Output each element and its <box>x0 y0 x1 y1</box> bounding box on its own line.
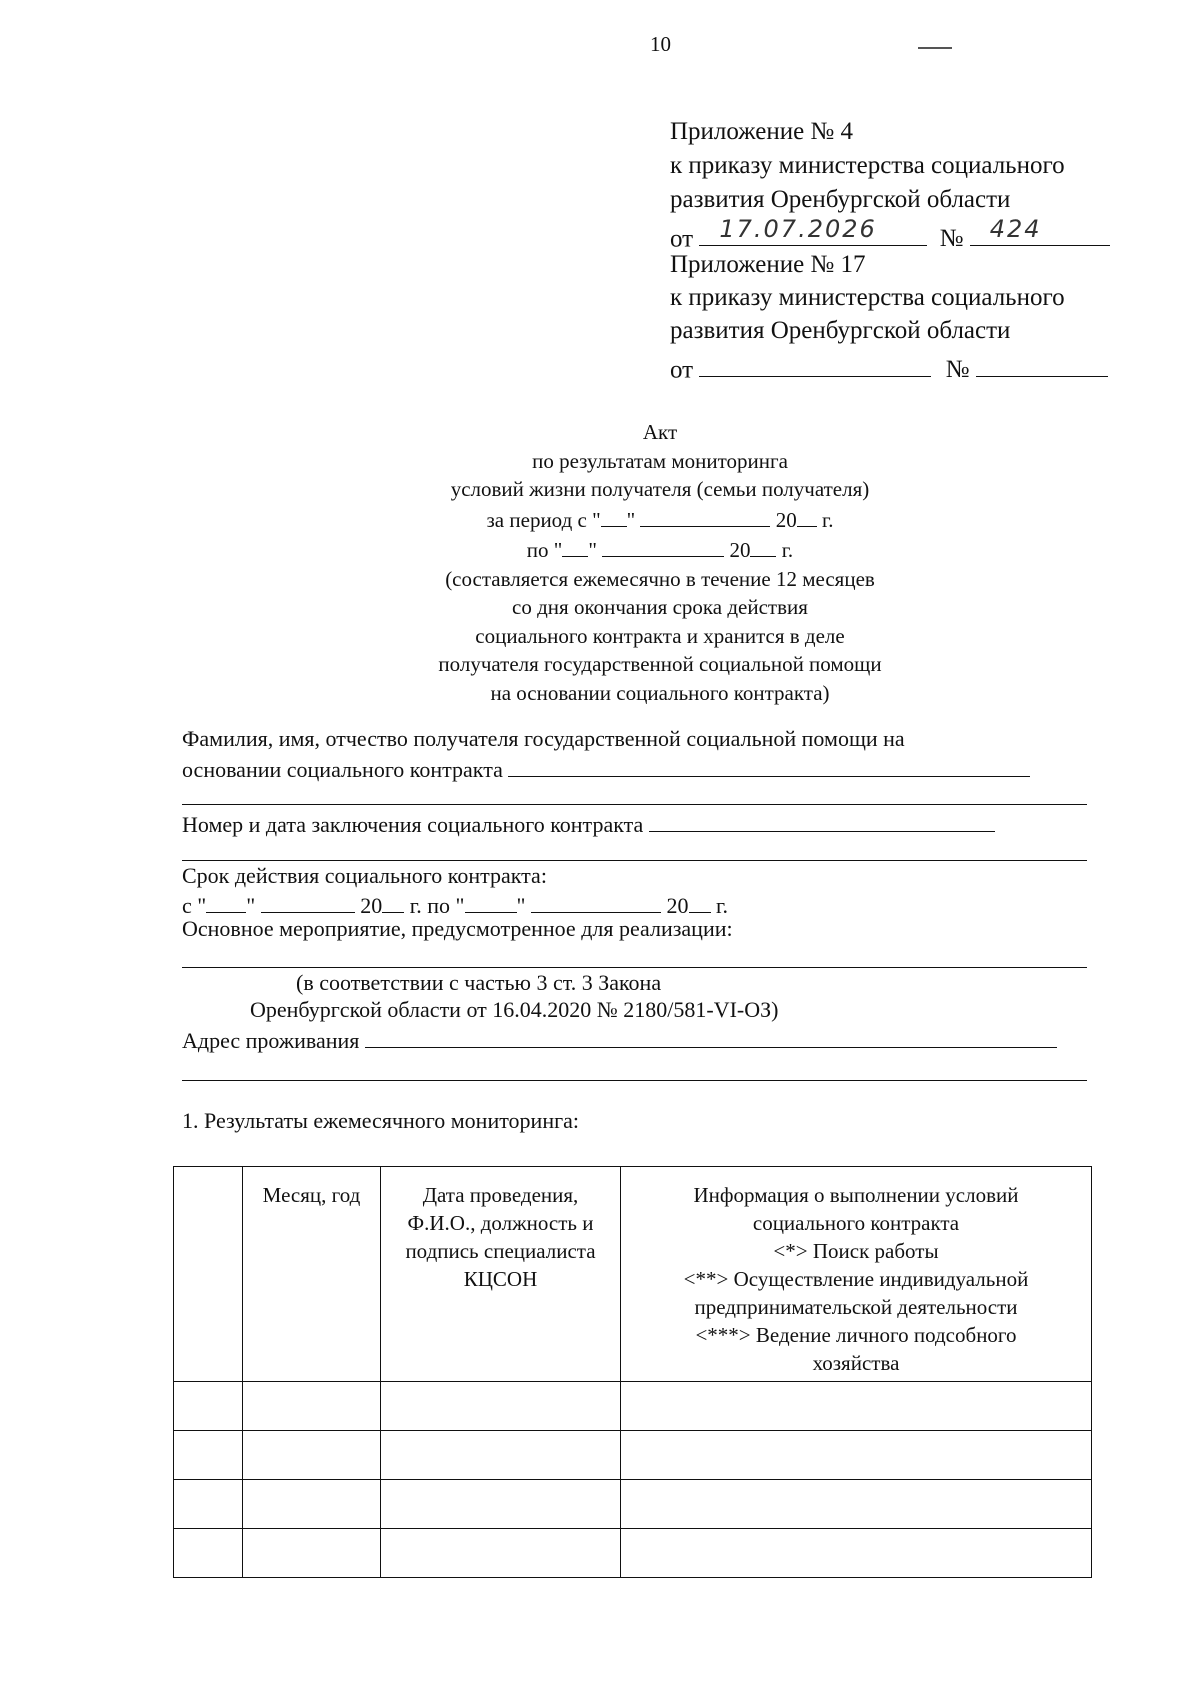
period-from-suffix: г. <box>821 507 834 532</box>
law-note-1: (в соответствии с частью 3 ст. 3 Закона <box>296 970 662 995</box>
act-subtitle-1: по результатам мониторинга <box>532 448 788 473</box>
fio-label-1: Фамилия, имя, отчество получателя государственной социальной помощи на <box>182 726 905 751</box>
number-label: № <box>939 225 964 253</box>
term-to-quote: " <box>516 893 526 919</box>
period-to-month <box>602 534 724 557</box>
header-date-line3: подпись специалиста <box>405 1239 596 1263</box>
contract-number-row <box>182 808 995 838</box>
header-info-line2: социального контракта <box>752 1211 960 1235</box>
table-cell[interactable] <box>243 1382 381 1431</box>
main-event-line <box>182 967 1087 968</box>
scan-mark <box>918 47 952 49</box>
table-cell[interactable] <box>621 1480 1092 1529</box>
term-label: Срок действия социального контракта: <box>182 863 547 888</box>
term-from-month <box>261 889 355 913</box>
period-to-suffix: г. <box>781 538 794 563</box>
table-cell[interactable] <box>174 1529 243 1578</box>
handwritten-date: 17.07.2026 <box>719 215 877 244</box>
table-row <box>174 1529 1092 1578</box>
period-to-day <box>562 534 588 557</box>
header-date-line1: Дата проведения, <box>422 1183 579 1207</box>
term-to-day <box>465 889 517 913</box>
period-from-day <box>601 504 627 527</box>
period-from-quote: " <box>626 507 636 532</box>
annex2-title: Приложение № 17 <box>670 251 866 278</box>
table-cell[interactable] <box>621 1382 1092 1431</box>
header-date-line2: Ф.И.О., должность и <box>407 1211 594 1235</box>
table-cell[interactable] <box>381 1529 621 1578</box>
header-info-line1: Информация о выполнении условий <box>693 1183 1019 1207</box>
header-col-index <box>174 1167 243 1382</box>
annex-region-line: развития Оренбургской области <box>670 186 1011 213</box>
period-to-prefix: по " <box>526 538 563 563</box>
address-label: Адрес проживания <box>182 1028 360 1054</box>
main-event-label: Основное мероприятие, предусмотренное для реализации: <box>182 916 733 941</box>
term-from-quote: " <box>246 893 256 919</box>
fio-continuation-line <box>182 804 1087 805</box>
table-cell[interactable] <box>381 1480 621 1529</box>
term-from-prefix: с " <box>182 893 207 919</box>
period-from-prefix: за период с " <box>486 507 601 532</box>
header-date-line4: КЦСОН <box>463 1267 538 1291</box>
contract-continuation-line <box>182 860 1087 861</box>
annex-date-row <box>670 215 1110 253</box>
term-dates-row <box>182 889 728 919</box>
address-continuation-line <box>182 1080 1087 1081</box>
law-note-2: Оренбургской области от 16.04.2020 № 2180/581-VI-ОЗ) <box>250 997 779 1022</box>
table-cell[interactable] <box>621 1529 1092 1578</box>
table-cell[interactable] <box>174 1480 243 1529</box>
table-header-row <box>174 1167 1092 1382</box>
header-info-line7: хозяйства <box>812 1351 900 1375</box>
date-field <box>699 215 927 246</box>
page-number: 10 <box>650 32 671 56</box>
number-field-2 <box>976 350 1108 377</box>
act-note-1: (составляется ежемесячно в течение 12 месяцев <box>445 566 875 591</box>
period-to-year <box>750 534 776 557</box>
date-field-2 <box>699 350 931 377</box>
annex-title: Приложение № 4 <box>670 118 854 145</box>
address-line <box>365 1024 1057 1048</box>
section1-heading: 1. Результаты ежемесячного мониторинга: <box>182 1108 579 1133</box>
term-to-suffix: г. <box>716 893 729 919</box>
header-col-info <box>621 1167 1092 1382</box>
period-to-quote: " <box>588 538 597 563</box>
annex-order-line: к приказу министерства социального <box>670 152 1065 179</box>
act-note-2: со дня окончания срока действия <box>512 595 808 620</box>
header-info-line5: предпринимательской деятельности <box>694 1295 1018 1319</box>
number-label-2: № <box>945 356 970 384</box>
table-cell[interactable] <box>243 1431 381 1480</box>
term-to-year <box>689 889 711 913</box>
act-subtitle-2: условий жизни получателя (семьи получателя) <box>450 477 870 501</box>
act-note-4: получателя государственной социальной помощи <box>438 652 882 677</box>
table-cell[interactable] <box>621 1431 1092 1480</box>
term-to-month <box>531 889 661 913</box>
period-to-row <box>300 534 1020 565</box>
from-label: от <box>670 225 694 253</box>
act-title-block <box>300 418 1020 707</box>
contract-number-label: Номер и дата заключения социального контракта <box>182 812 644 838</box>
period-from-century: 20 <box>775 507 797 532</box>
table-row <box>174 1382 1092 1431</box>
annex2-region-line: развития Оренбургской области <box>670 317 1011 344</box>
period-from-row <box>300 504 1020 535</box>
table-cell[interactable] <box>243 1480 381 1529</box>
header-info-line6: <***> Ведение личного подсобного <box>695 1323 1017 1347</box>
period-to-century: 20 <box>729 538 751 563</box>
table-cell[interactable] <box>174 1382 243 1431</box>
number-field <box>970 215 1110 246</box>
header-col-date <box>381 1167 621 1382</box>
annex2-order-line: к приказу министерства социального <box>670 284 1065 311</box>
fio-input-line <box>508 753 1030 777</box>
fio-label-2-text: основании социального контракта <box>182 757 503 783</box>
table-cell[interactable] <box>381 1431 621 1480</box>
annex2-date-row <box>670 350 1108 384</box>
monitoring-table <box>173 1166 1092 1578</box>
table-row <box>174 1431 1092 1480</box>
table-cell[interactable] <box>243 1529 381 1578</box>
table-cell[interactable] <box>381 1382 621 1431</box>
contract-number-line <box>649 808 995 832</box>
handwritten-number: 424 <box>989 215 1042 244</box>
period-from-year <box>797 504 817 527</box>
term-from-year <box>382 889 404 913</box>
period-from-month <box>640 504 770 527</box>
term-from-century: 20 <box>360 893 383 919</box>
address-row <box>182 1024 1057 1054</box>
header-info-line4: <**> Осуществление индивидуальной <box>683 1267 1029 1291</box>
header-info-line3: <*> Поиск работы <box>773 1239 939 1263</box>
term-from-day <box>206 889 246 913</box>
act-note-3: социального контракта и хранится в деле <box>475 623 845 648</box>
act-note-5: на основании социального контракта) <box>490 680 830 705</box>
act-title: Акт <box>642 420 678 444</box>
table-cell[interactable] <box>174 1431 243 1480</box>
term-to-century: 20 <box>666 893 689 919</box>
header-col-month: Месяц, год <box>243 1167 381 1382</box>
from-label-2: от <box>670 356 694 384</box>
fio-label-2 <box>182 753 1030 783</box>
table-row <box>174 1480 1092 1529</box>
term-to-prefix: г. по " <box>409 893 465 919</box>
